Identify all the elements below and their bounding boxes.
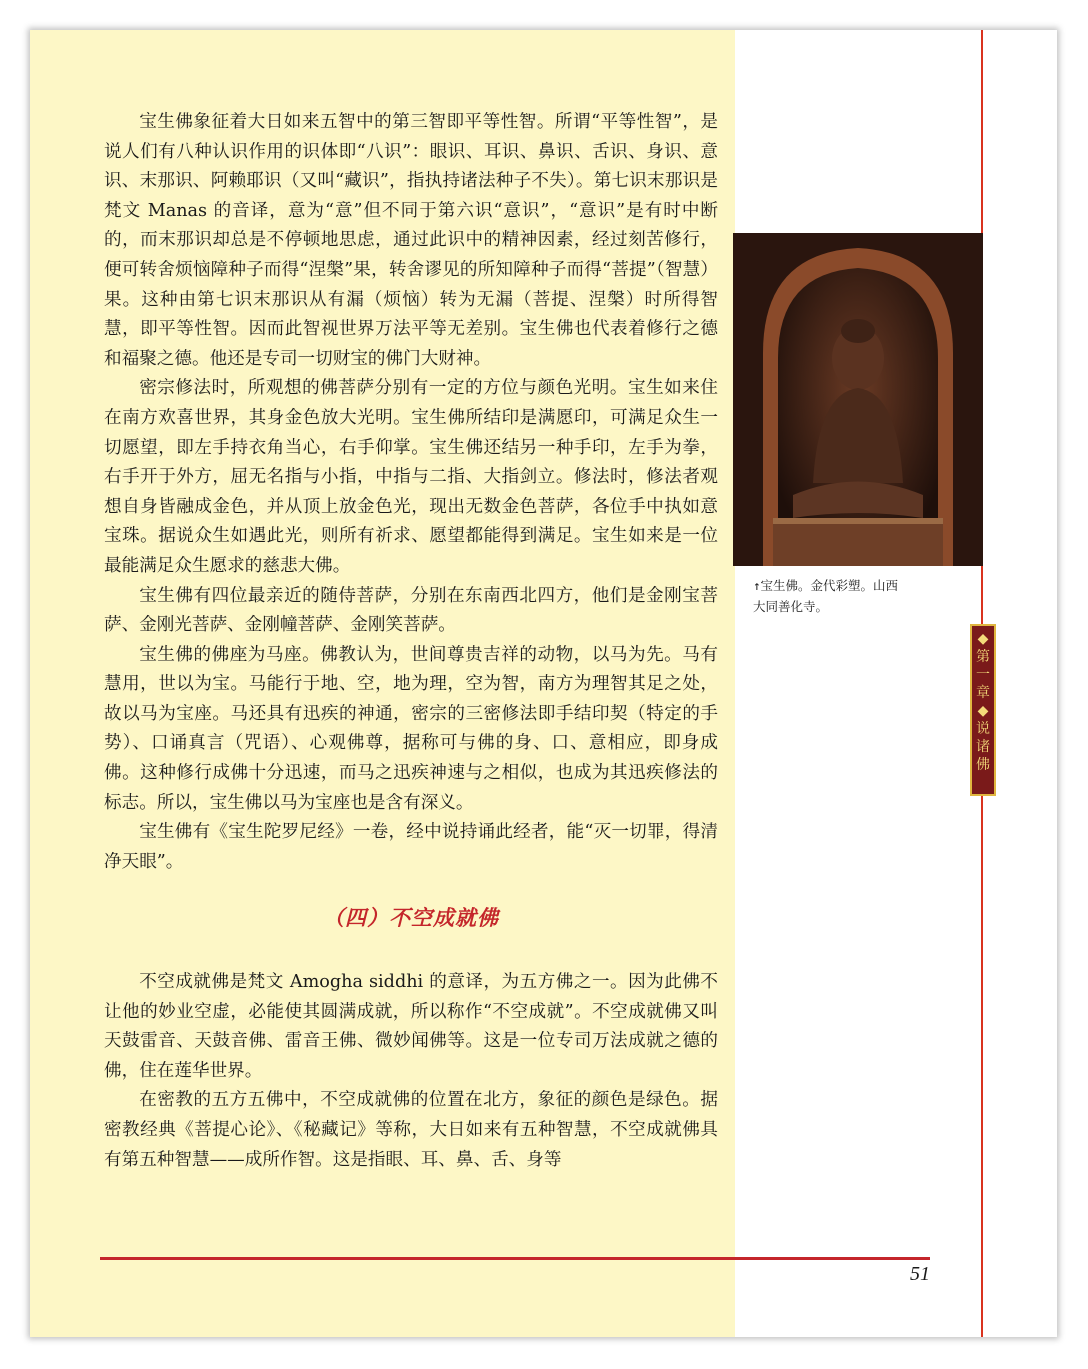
- chapter-tab-char: 说: [976, 721, 990, 737]
- diamond-icon: ◆: [977, 703, 989, 719]
- paragraph: 密宗修法时，所观想的佛菩萨分别有一定的方位与颜色光明。宝生如来住在南方欢喜世界，其身金色放大光明。宝生佛所结印是满愿印，可满足众生一切愿望，即左手持衣角当心，右手仰掌。宝生佛还结另一种手印，左手为拳，右手开于外方，屈无名指与小指，中指与二指、大指剑立。修法时，修法者观想自身皆融成金色，并从顶上放金色光，现出无数金色菩萨，各位手中执如意宝珠。据说众生如遇此光，则所有祈求、愿望都能得到满足。宝生如来是一位最能满足众生愿求的慈悲大佛。: [104, 378, 718, 576]
- body-text: [104, 108, 718, 1175]
- paragraph: 宝生佛有四位最亲近的随侍菩萨，分别在东南西北四方，他们是金刚宝菩萨、金刚光菩萨、金刚幢菩萨、金刚笑菩萨。: [104, 585, 718, 636]
- book-page: [30, 30, 1057, 1337]
- footer-rule: [100, 1257, 930, 1260]
- buddha-statue-photo: [733, 233, 983, 566]
- paragraph: 不空成就佛是梵文 Amogha siddhi 的意译，为五方佛之一。因为此佛不让他的妙业空虚，必能使其圆满成就，所以称作“不空成就”。不空成就佛又叫天鼓雷音、天鼓音佛、雷音王佛、微妙闻佛等。这是一位专司万法成就之德的佛，住在莲华世界。: [104, 972, 718, 1081]
- caption-line: ↑宝生佛。金代彩塑。山西: [753, 578, 899, 593]
- chapter-tab-char: 第: [976, 649, 990, 665]
- paragraph: 宝生佛有《宝生陀罗尼经》一卷，经中说持诵此经者，能“灭一切罪，得清净天眼”。: [104, 822, 718, 872]
- chapter-tab-char: 诸: [976, 739, 990, 755]
- section-heading: （四）不空成就佛: [323, 905, 499, 931]
- diamond-icon: ◆: [977, 631, 989, 647]
- chapter-tab: [970, 624, 996, 796]
- chapter-tab-char: 章: [976, 685, 990, 701]
- paragraph: 宝生佛的佛座为马座。佛教认为，世间尊贵吉祥的动物，以马为先。马有慧用，世以为宝。马能行于地、空，地为理，空为智，南方为理智其足之处，故以马为宝座。马还具有迅疾的神通，密宗的三密修法即手结印契（特定的手势）、口诵真言（咒语）、心观佛尊，据称可与佛的身、口、意相应，即身成佛。这种修行成佛十分迅速，而马之迅疾神速与之相似，也成为其迅疾修法的标志。所以，宝生佛以马为宝座也是含有深义。: [104, 644, 718, 813]
- photo-caption: [753, 575, 953, 617]
- chapter-tab-char: 佛: [976, 757, 990, 773]
- chapter-tab-char: 一: [976, 667, 990, 683]
- page-number: 51: [910, 1263, 930, 1285]
- paragraph: 宝生佛象征着大日如来五智中的第三智即平等性智。所谓“平等性智”，是说人们有八种认识作用的识体即“八识”：眼识、耳识、鼻识、舌识、身识、意识、末那识、阿赖耶识（又叫“藏识”，指执持诸法种子不失）。第七识末那识是梵文 Manas 的音译，意为“意”但不同于第六识“意识”，“意识”是有时中断的，而末那识却总是不停顿地思虑，通过此识中的精神因素，经过刻苦修行，便可转舍烦恼障种子而得“涅槃”果，转舍谬见的所知障种子而得“菩提”（智慧）果。这种由第七识末那识从有漏（烦恼）转为无漏（菩提、涅槃）时所得智慧，即平等性智。因而此智视世界万法平等无差别。宝生佛也代表着修行之德和福聚之德。他还是专司一切财宝的佛门大财神。: [104, 112, 718, 369]
- caption-line: 大同善化寺。: [753, 599, 829, 614]
- paragraph: 在密教的五方五佛中，不空成就佛的位置在北方，象征的颜色是绿色。据密教经典《菩提心论》、《秘藏记》等称，大日如来有五种智慧，不空成就佛具有第五种智慧——成所作智。这是指眼、耳、鼻、舌、身等: [104, 1090, 718, 1170]
